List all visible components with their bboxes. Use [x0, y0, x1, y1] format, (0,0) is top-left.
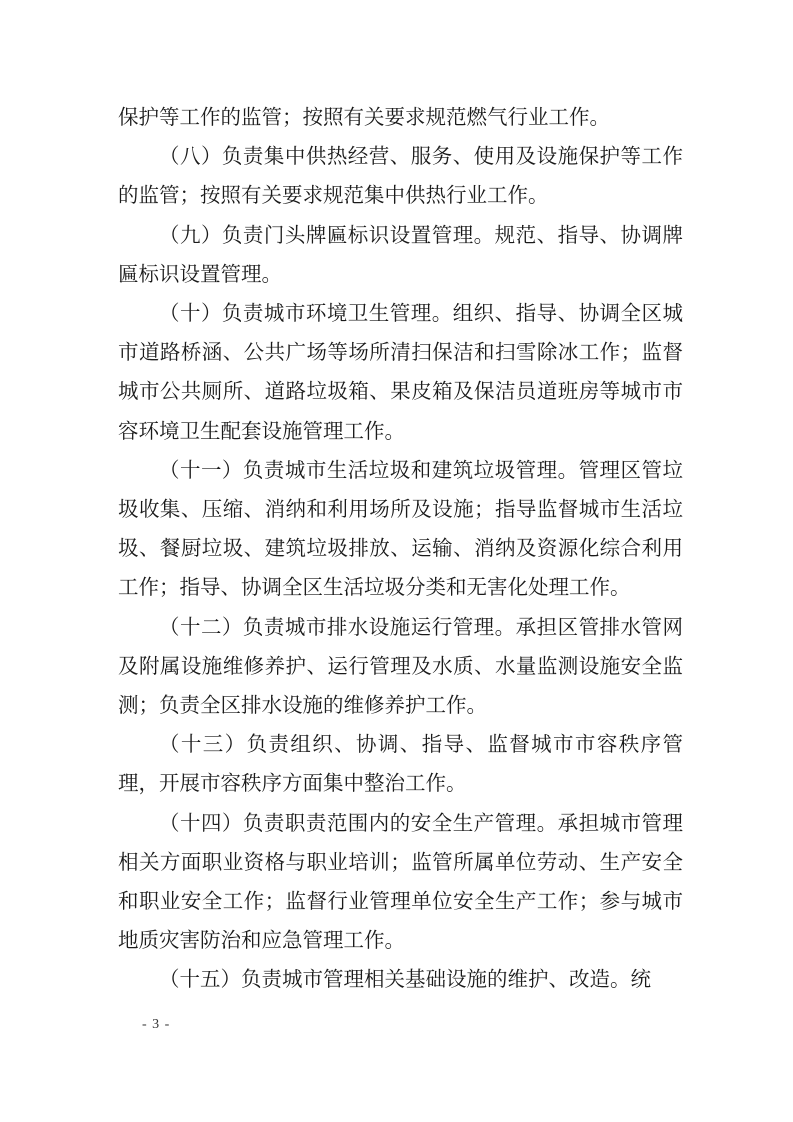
paragraph-item-8-heating: （八）负责集中供热经营、服务、使用及设施保护等工作的监管；按照有关要求规范集中供热行业工作。	[118, 144, 683, 208]
paragraph-item-9-signboards: （九）负责门头牌匾标识设置管理。规范、指导、协调牌匾标识设置管理。	[118, 222, 683, 286]
paragraph-item-15-infrastructure: （十五）负责城市管理相关基础设施的维护、改造。统	[159, 967, 651, 992]
paragraph-item-12-drainage: （十二）负责城市排水设施运行管理。承担区管排水管网及附属设施维修养护、运行管理及水质、水量监测设施安全监测；负责全区排水设施的维修养护工作。	[118, 614, 683, 718]
paragraph-item-10-sanitation: （十）负责城市环境卫生管理。组织、指导、协调全区城市道路桥涵、公共广场等场所清扫保洁和扫雪除冰工作；监督城市公共厕所、道路垃圾箱、果皮箱及保洁员道班房等城市市容环境卫生配套设施管理工作。	[118, 301, 683, 443]
paragraph-item-11-garbage: （十一）负责城市生活垃圾和建筑垃圾管理。管理区管垃圾收集、压缩、消纳和利用场所及设施；指导监督城市生活垃圾、餐厨垃圾、建筑垃圾排放、运输、消纳及资源化综合利用工作；指导、协调全区生活垃圾分类和无害化处理工作。	[118, 457, 683, 600]
paragraph-gas-continuation: 保护等工作的监管；按照有关要求规范燃气行业工作。	[118, 105, 610, 129]
page-number: - 3 -	[142, 1017, 171, 1032]
paragraph-item-13-order: （十三）负责组织、协调、指导、监督城市市容秩序管理，开展市容秩序方面集中整治工作。	[118, 732, 683, 796]
paragraph-item-14-safety: （十四）负责职责范围内的安全生产管理。承担城市管理相关方面职业资格与职业培训；监管所属单位劳动、生产安全和职业安全工作；监督行业管理单位安全生产工作；参与城市地质灾害防治和应急管理工作。	[118, 810, 683, 953]
document-body	[118, 98, 683, 1000]
